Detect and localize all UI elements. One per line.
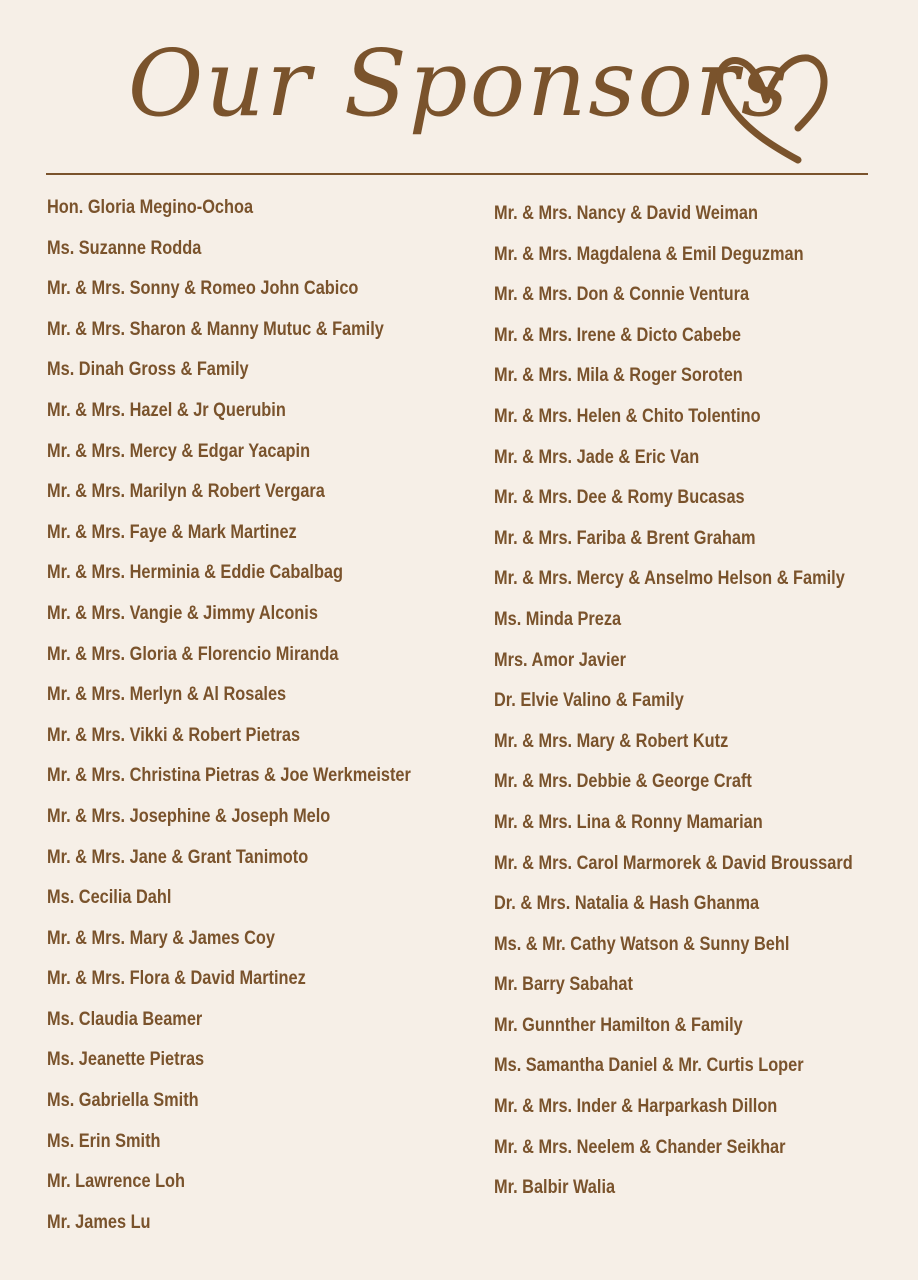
sponsor-name: Mr. & Mrs. Dee & Romy Bucasas xyxy=(494,487,745,509)
sponsor-name: Mr. & Mrs. Don & Connie Ventura xyxy=(494,284,750,306)
sponsor-name: Ms. Claudia Beamer xyxy=(47,1008,203,1030)
sponsor-name: Mr. & Mrs. Mary & James Coy xyxy=(47,927,275,949)
sponsor-name: Mr. Gunnther Hamilton & Family xyxy=(494,1014,743,1036)
sponsor-name: Mr. & Mrs. Vikki & Robert Pietras xyxy=(47,724,301,746)
sponsor-name: Mr. James Lu xyxy=(47,1211,151,1233)
sponsor-name: Mr. & Mrs. Vangie & Jimmy Alconis xyxy=(47,602,318,624)
sponsor-name: Mr. & Mrs. Flora & David Martinez xyxy=(47,968,306,990)
sponsor-name: Mr. & Mrs. Mila & Roger Soroten xyxy=(494,365,743,387)
sponsor-name: Ms. Cecilia Dahl xyxy=(47,887,172,909)
sponsor-name: Mr. & Mrs. Mercy & Anselmo Helson & Family xyxy=(494,568,845,590)
sponsor-name: Ms. Jeanette Pietras xyxy=(47,1049,205,1071)
sponsor-name: Mr. & Mrs. Mercy & Edgar Yacapin xyxy=(47,440,311,462)
sponsor-name: Mr. & Mrs. Helen & Chito Tolentino xyxy=(494,405,761,427)
sponsor-name: Mr. & Mrs. Fariba & Brent Graham xyxy=(494,527,756,549)
sponsor-name: Mr. & Mrs. Jane & Grant Tanimoto xyxy=(47,846,309,868)
sponsor-name: Dr. Elvie Valino & Family xyxy=(494,690,684,712)
sponsor-name: Ms. Erin Smith xyxy=(47,1130,161,1152)
sponsor-list-left xyxy=(47,190,470,1245)
sponsor-name: Mr. & Mrs. Faye & Mark Martinez xyxy=(47,521,297,543)
sponsor-name: Mr. & Mrs. Josephine & Joseph Melo xyxy=(47,805,331,827)
sponsor-name: Mr. & Mrs. Carol Marmorek & David Broussard xyxy=(494,852,853,874)
sponsor-name: Hon. Gloria Megino-Ochoa xyxy=(47,197,254,218)
sponsor-name: Mr. & Mrs. Christina Pietras & Joe Werkmeister xyxy=(47,765,411,787)
sponsor-name: Mr. & Mrs. Lina & Ronny Mamarian xyxy=(494,811,763,833)
sponsor-list-right xyxy=(494,196,911,1211)
sponsor-name: Ms. & Mr. Cathy Watson & Sunny Behl xyxy=(494,933,790,955)
sponsor-name: Mrs. Amor Javier xyxy=(494,649,626,671)
sponsor-name: Mr. Lawrence Loh xyxy=(47,1171,186,1193)
heart-outline-icon xyxy=(706,48,828,170)
sponsor-name: Ms. Dinah Gross & Family xyxy=(47,359,249,381)
sponsor-name: Mr. & Mrs. Inder & Harparkash Dillon xyxy=(494,1096,778,1118)
sponsor-name: Ms. Gabriella Smith xyxy=(47,1090,199,1112)
sponsor-name: Mr. & Mrs. Nancy & David Weiman xyxy=(494,203,758,224)
sponsor-name: Mr. & Mrs. Neelem & Chander Seikhar xyxy=(494,1136,786,1158)
sponsor-name: Mr. & Mrs. Gloria & Florencio Miranda xyxy=(47,643,339,665)
sponsor-name: Mr. Balbir Walia xyxy=(494,1177,616,1199)
sponsor-name: Mr. & Mrs. Marilyn & Robert Vergara xyxy=(47,481,325,503)
sponsor-name: Mr. & Mrs. Debbie & George Craft xyxy=(494,771,752,793)
sponsor-name: Ms. Minda Preza xyxy=(494,608,622,630)
sponsor-name: Mr. Barry Sabahat xyxy=(494,974,633,996)
sponsor-name: Mr. & Mrs. Herminia & Eddie Cabalbag xyxy=(47,562,344,584)
sponsor-name: Mr. & Mrs. Merlyn & Al Rosales xyxy=(47,684,287,706)
sponsor-name: Mr. & Mrs. Irene & Dicto Cabebe xyxy=(494,324,741,346)
sponsor-name: Mr. & Mrs. Magdalena & Emil Deguzman xyxy=(494,243,804,265)
sponsor-name: Mr. & Mrs. Sharon & Manny Mutuc & Family xyxy=(47,318,384,340)
sponsor-name: Ms. Suzanne Rodda xyxy=(47,237,202,259)
sponsor-name: Mr. & Mrs. Jade & Eric Van xyxy=(494,446,700,468)
sponsor-name: Mr. & Mrs. Sonny & Romeo John Cabico xyxy=(47,278,359,300)
page-title: Our Sponsors xyxy=(127,30,791,137)
header-divider xyxy=(46,173,868,175)
sponsor-name: Ms. Samantha Daniel & Mr. Curtis Loper xyxy=(494,1055,804,1077)
page-header xyxy=(0,0,918,176)
sponsor-name: Mr. & Mrs. Hazel & Jr Querubin xyxy=(47,399,286,421)
sponsor-name: Mr. & Mrs. Mary & Robert Kutz xyxy=(494,730,729,752)
sponsor-name: Dr. & Mrs. Natalia & Hash Ghanma xyxy=(494,893,760,915)
